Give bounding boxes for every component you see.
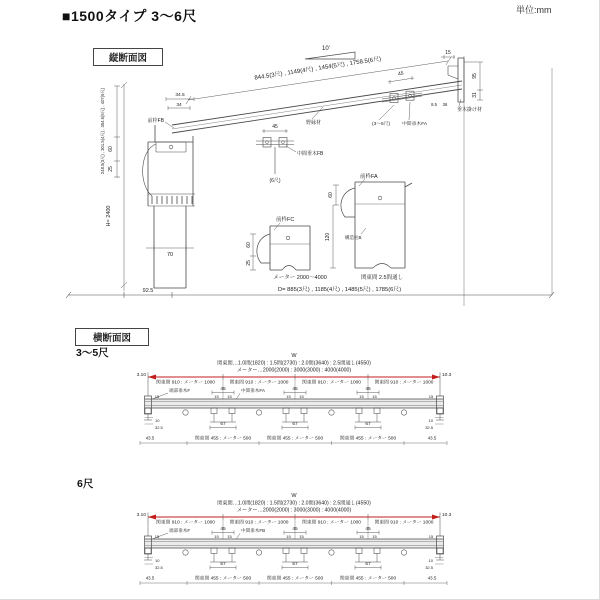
part-label: 端部垂木F: [169, 388, 191, 394]
vertical-section-drawing: [60, 38, 560, 328]
cross-section-3to5-label: 3〜5尺: [76, 347, 109, 359]
bay-dim: 関東間 910 : メーター 1000: [229, 520, 289, 526]
bay-dim: 関東間 910 : メーター 1000: [302, 520, 361, 526]
dim-label: 60: [246, 242, 252, 248]
dim-label: 70: [166, 252, 174, 258]
pitch-dim: 関東間 455 : メーター 500: [266, 436, 324, 442]
meter-span-line: メーター…2000(2000) : 3000(3000) : 4000(4000): [236, 507, 352, 514]
dim-label: 120: [325, 232, 331, 242]
page-title: ■1500タイプ 3〜6尺: [62, 8, 197, 24]
dim-label: 10: [428, 558, 433, 563]
cross-section-6-drawing: [135, 492, 465, 592]
dim-label: 32.5: [425, 425, 433, 430]
dim-label: 43.5: [427, 575, 437, 581]
roof-span-dim: 844.5(3尺) , 1149(4尺) , 1454(5尺) , 1758.5(6尺): [254, 56, 382, 82]
part-label: 中間垂木FA: [241, 388, 265, 394]
dim-label: 43.5: [145, 575, 155, 581]
pitch-dim: 関東間 455 : メーター 500: [339, 576, 397, 582]
dim-label: 25: [108, 166, 114, 172]
bay-dim: 関東間 910 : メーター 1000: [156, 520, 215, 526]
dim-label: 3.10: [136, 372, 146, 378]
dim-label: 92.5: [142, 288, 154, 294]
dim-label: 31: [472, 92, 478, 98]
depth-dim: D= 885(3尺) , 1185(4尺) , 1485(5尺) , 1785(6尺): [278, 287, 402, 293]
cross-section-texts: [137, 353, 452, 442]
pitch-dim: 関東間 455 : メーター 500: [194, 436, 252, 442]
slope-label: 10': [322, 46, 330, 52]
dim-label: 45: [397, 70, 405, 78]
pitch-dim: 関東間 455 : メーター 500: [266, 576, 324, 582]
part-label: 端部垂木F: [169, 528, 191, 534]
dim-label: 34.5: [175, 93, 185, 98]
part-label: 前枠FB: [147, 118, 164, 124]
dim-label: 15: [227, 394, 232, 399]
dim-label: 15: [154, 394, 160, 399]
cross-section-label: 横断面図: [75, 328, 149, 346]
dim-label: 15: [372, 534, 377, 539]
part-label: 中間垂木FB: [297, 151, 324, 157]
dim-label: 67: [292, 562, 298, 567]
dim-label: 15: [428, 534, 434, 539]
dim-label: 43.5: [427, 435, 437, 441]
bay-dim: 関東間 910 : メーター 1000: [229, 380, 289, 386]
dim-label: 67: [365, 562, 371, 567]
cross-section-3to5-drawing: [135, 352, 465, 452]
part-label: 野縁材: [306, 120, 322, 126]
kanto-span-line: 関東間…1.0間(1820) : 1.5間(2730) : 2.0間(3640) : 2.5間通し(4550): [217, 500, 371, 507]
dim-label: 15: [359, 394, 364, 399]
dim-label: 32.5: [425, 565, 433, 570]
part-label: 中間垂木FA: [402, 122, 428, 127]
dim-label: 10: [428, 418, 433, 423]
bay-dim: 関東間 910 : メーター 1000: [374, 520, 434, 526]
part-label: 中間垂木FB: [241, 528, 266, 534]
width-label: W: [291, 353, 297, 359]
pitch-dim: 関東間 455 : メーター 500: [194, 576, 252, 582]
height-chain-dim: 248.5(3尺) , 301.5(4尺) , 354.5(5尺) , 407(6尺): [100, 87, 105, 175]
dim-label: 45: [365, 386, 371, 392]
bay-dim: 関東間 910 : メーター 1000: [302, 380, 361, 386]
part-label: 前枠FC: [276, 217, 295, 223]
dim-label: 45: [220, 526, 226, 532]
width-label: W: [291, 493, 297, 499]
dim-label: 67: [220, 562, 226, 567]
dim-label: 15: [372, 394, 377, 399]
part-label: 前枠FA: [360, 174, 378, 180]
dim-label: 15: [286, 534, 291, 539]
unit-label: 単位:mm: [516, 5, 552, 15]
dim-label: 36: [442, 102, 448, 107]
bay-dim: 関東間 910 : メーター 1000: [374, 380, 434, 386]
dim-label: 15: [214, 394, 219, 399]
dim-label: 60: [108, 146, 114, 152]
dim-label: 15: [299, 394, 304, 399]
part-label: 垂木掛け材: [457, 107, 483, 113]
vertical-section-linework: [66, 52, 554, 306]
dim-label: 67: [292, 422, 298, 427]
dim-label: 10.3: [442, 372, 452, 378]
span-note: メーター 2000〜4000: [273, 275, 327, 281]
dim-label: 45: [292, 526, 298, 532]
dim-label: 15: [445, 50, 451, 56]
dim-label: 45: [220, 386, 226, 392]
dim-label: 3.10: [136, 512, 146, 518]
dim-label: 15: [359, 534, 364, 539]
bay-dim: 関東間 910 : メーター 1000: [156, 380, 215, 386]
part-label: 構造柱B: [345, 235, 362, 240]
height-label: H= 2400: [106, 205, 112, 227]
dim-label: 25: [246, 260, 252, 266]
dim-label: 95: [472, 73, 478, 79]
size-note: (6尺): [269, 178, 281, 184]
dim-label: 15: [227, 534, 232, 539]
dim-label: 32.5: [155, 425, 163, 430]
kanto-span-line: 関東間…1.0間(1820) : 1.5間(2730) : 2.0間(3640) : 2.5間通し(4550): [217, 360, 371, 367]
vertical-section-label: 縦断面図: [93, 48, 163, 66]
dim-label: 45: [272, 124, 278, 130]
size-note: (3〜5尺): [372, 122, 391, 127]
meter-span-line: メーター…2000(2000) : 3000(3000) : 4000(4000): [236, 367, 352, 374]
dim-label: 60: [328, 192, 334, 198]
dim-label: 15: [299, 534, 304, 539]
dim-label: 10.3: [442, 512, 452, 518]
dim-label: 67: [220, 422, 226, 427]
span-note: 関東間 2.5間通し: [360, 275, 404, 281]
vertical-section-texts: [99, 46, 482, 294]
dim-label: 43.5: [145, 435, 155, 441]
cross-section-texts: [137, 493, 452, 582]
dim-label: 45: [292, 386, 298, 392]
dim-label: 15: [154, 534, 160, 539]
dim-label: 15: [214, 534, 219, 539]
dim-label: 10: [155, 558, 160, 563]
dim-label: 67: [365, 422, 371, 427]
dim-label: 8.5: [431, 102, 437, 107]
dim-label: 10: [155, 418, 160, 423]
dim-label: 34: [176, 103, 182, 108]
pitch-dim: 関東間 455 : メーター 500: [339, 436, 397, 442]
dim-label: 32.5: [155, 565, 163, 570]
dim-label: 15: [428, 394, 434, 399]
dim-label: 45: [365, 526, 371, 532]
cross-section-6-label: 6尺: [77, 478, 94, 490]
dim-label: 15: [286, 394, 291, 399]
